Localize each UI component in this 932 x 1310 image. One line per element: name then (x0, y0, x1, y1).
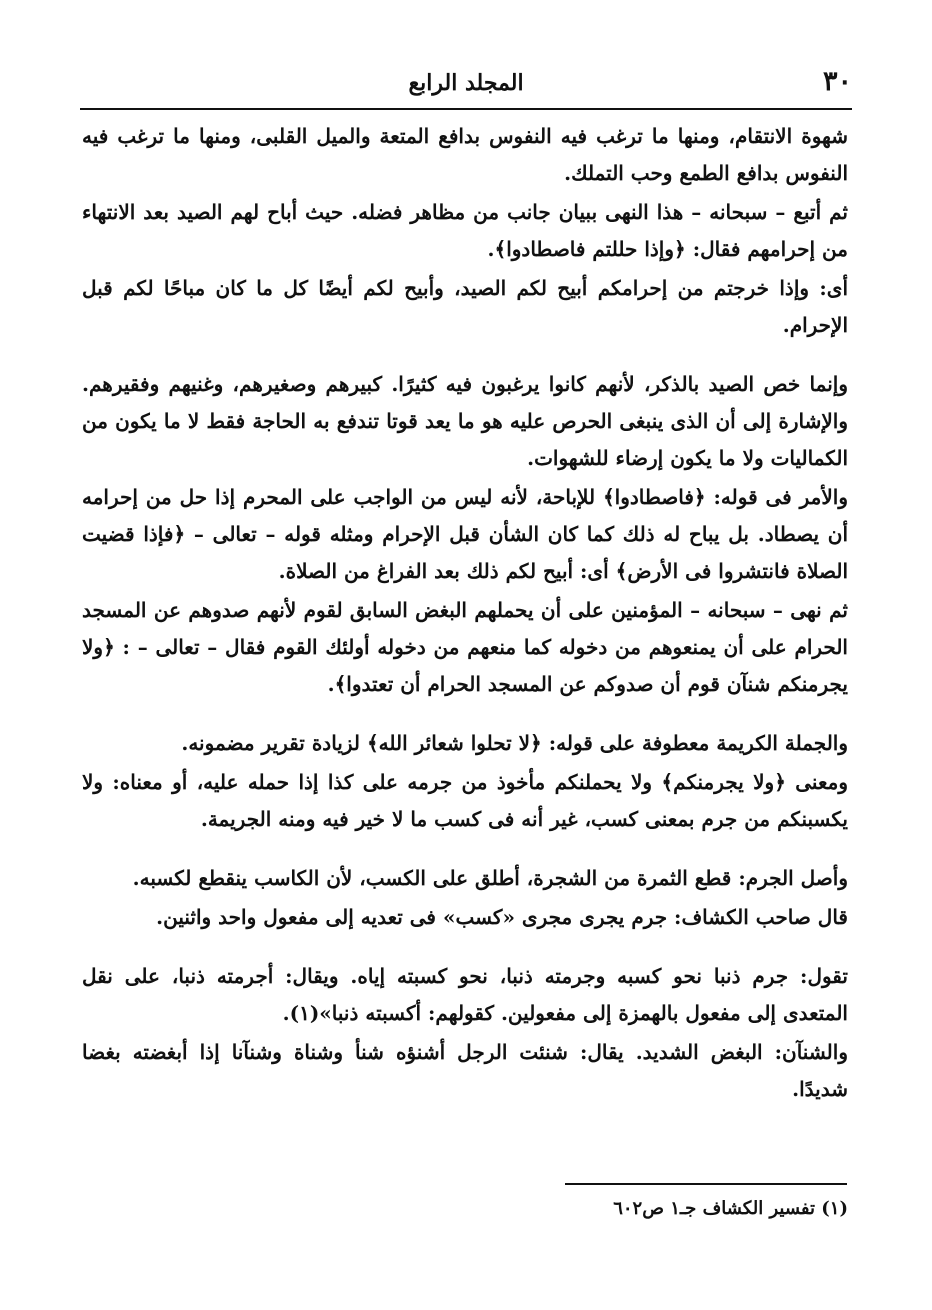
paragraph-6: ثم نهى – سبحانه – المؤمنين على أن يحملهم البغض السابق لقوم لأنهم صدوهم عن المسجد الحرام على أن يمنعوهم من دخوله كما منعهم من دخوله أولئك القوم فقال – تعالى – : ﴿ولا يجرمنكم شنآن قوم أن صدوكم عن المسجد الحرام أن تعتدوا﴾. (82, 598, 848, 696)
paragraph-11: تقول: جرم ذنبا نحو كسبه وجرمته ذنبا، نحو كسبته إياه. ويقال: أجرمته ذنبا، على نقل المتعدى إلى مفعول بالهمزة إلى مفعولين. كقولهم: أكسبته ذنبا»(١). (82, 964, 848, 1025)
paragraph-1: شهوة الانتقام، ومنها ما ترغب فيه النفوس بدافع المتعة والميل القلبى، ومنها ما ترغب فيه النفوس بدافع الطمع وحب التملك. (82, 124, 848, 185)
page-number: ٣٠ (822, 66, 852, 97)
paragraph-4: وإنما خص الصيد بالذكر، لأنهم كانوا يرغبون فيه كثيرًا. كبيرهم وصغيرهم، وغنيهم وفقيرهم. والإشارة إلى أن الذى ينبغى الحرص عليه هو ما يعد قوتا تندفع به الحاجة فقط لا ما يكون من الكماليات ولا ما يكون إرضاء للشهوات. (82, 372, 848, 470)
paragraph-3: أى: وإذا خرجتم من إحرامكم أبيح لكم الصيد، وأبيح لكم أيضًا كل ما كان مباحًا لكم قبل الإحرام. (82, 276, 848, 337)
header-rule (80, 108, 852, 110)
footnote: (١) تفسير الكشاف جـ١ ص٦٠٢ (613, 1198, 848, 1219)
paragraph-12: والشنآن: البغض الشديد. يقال: شنئت الرجل أشنؤه شنأ وشناة وشنآنا إذا أبغضته بغضا شديدًا. (82, 1040, 848, 1101)
paragraph-5: والأمر فى قوله: ﴿فاصطادوا﴾ للإباحة، لأنه ليس من الواجب على المحرم إذا حل من إحرامه أن يصطاد. بل يباح له ذلك كما كان الشأن قبل الإحرام ومثله قوله – تعالى – ﴿فإذا قضيت الصلاة فانتشروا فى الأرض﴾ أى: أبيح لكم ذلك بعد الفراغ من الصلاة. (82, 485, 848, 583)
paragraph-10: قال صاحب الكشاف: جرم يجرى مجرى «كسب» فى تعديه إلى مفعول واحد واثنين. (156, 905, 848, 929)
paragraph-7: والجملة الكريمة معطوفة على قوله: ﴿لا تحلوا شعائر الله﴾ لزيادة تقرير مضمونه. (181, 731, 848, 755)
running-title: المجلد الرابع (408, 70, 524, 96)
footnote-rule (565, 1183, 847, 1185)
paragraph-8: ومعنى ﴿ولا يجرمنكم﴾ ولا يحملنكم مأخوذ من جرمه على كذا إذا حمله عليه، أو معناه: ولا يكسبنكم من جرم بمعنى كسب، غير أنه فى كسب ما لا خير فيه ومنه الجريمة. (82, 770, 848, 831)
paragraph-9: وأصل الجرم: قطع الثمرة من الشجرة، أطلق على الكسب، لأن الكاسب ينقطع لكسبه. (132, 866, 848, 890)
page-header (80, 62, 852, 106)
paragraph-2: ثم أتبع – سبحانه – هذا النهى ببيان جانب من مظاهر فضله. حيث أباح لهم الصيد بعد الانتهاء من إحرامهم فقال: ﴿وإذا حللتم فاصطادوا﴾. (82, 200, 848, 261)
body-text (82, 118, 848, 1108)
